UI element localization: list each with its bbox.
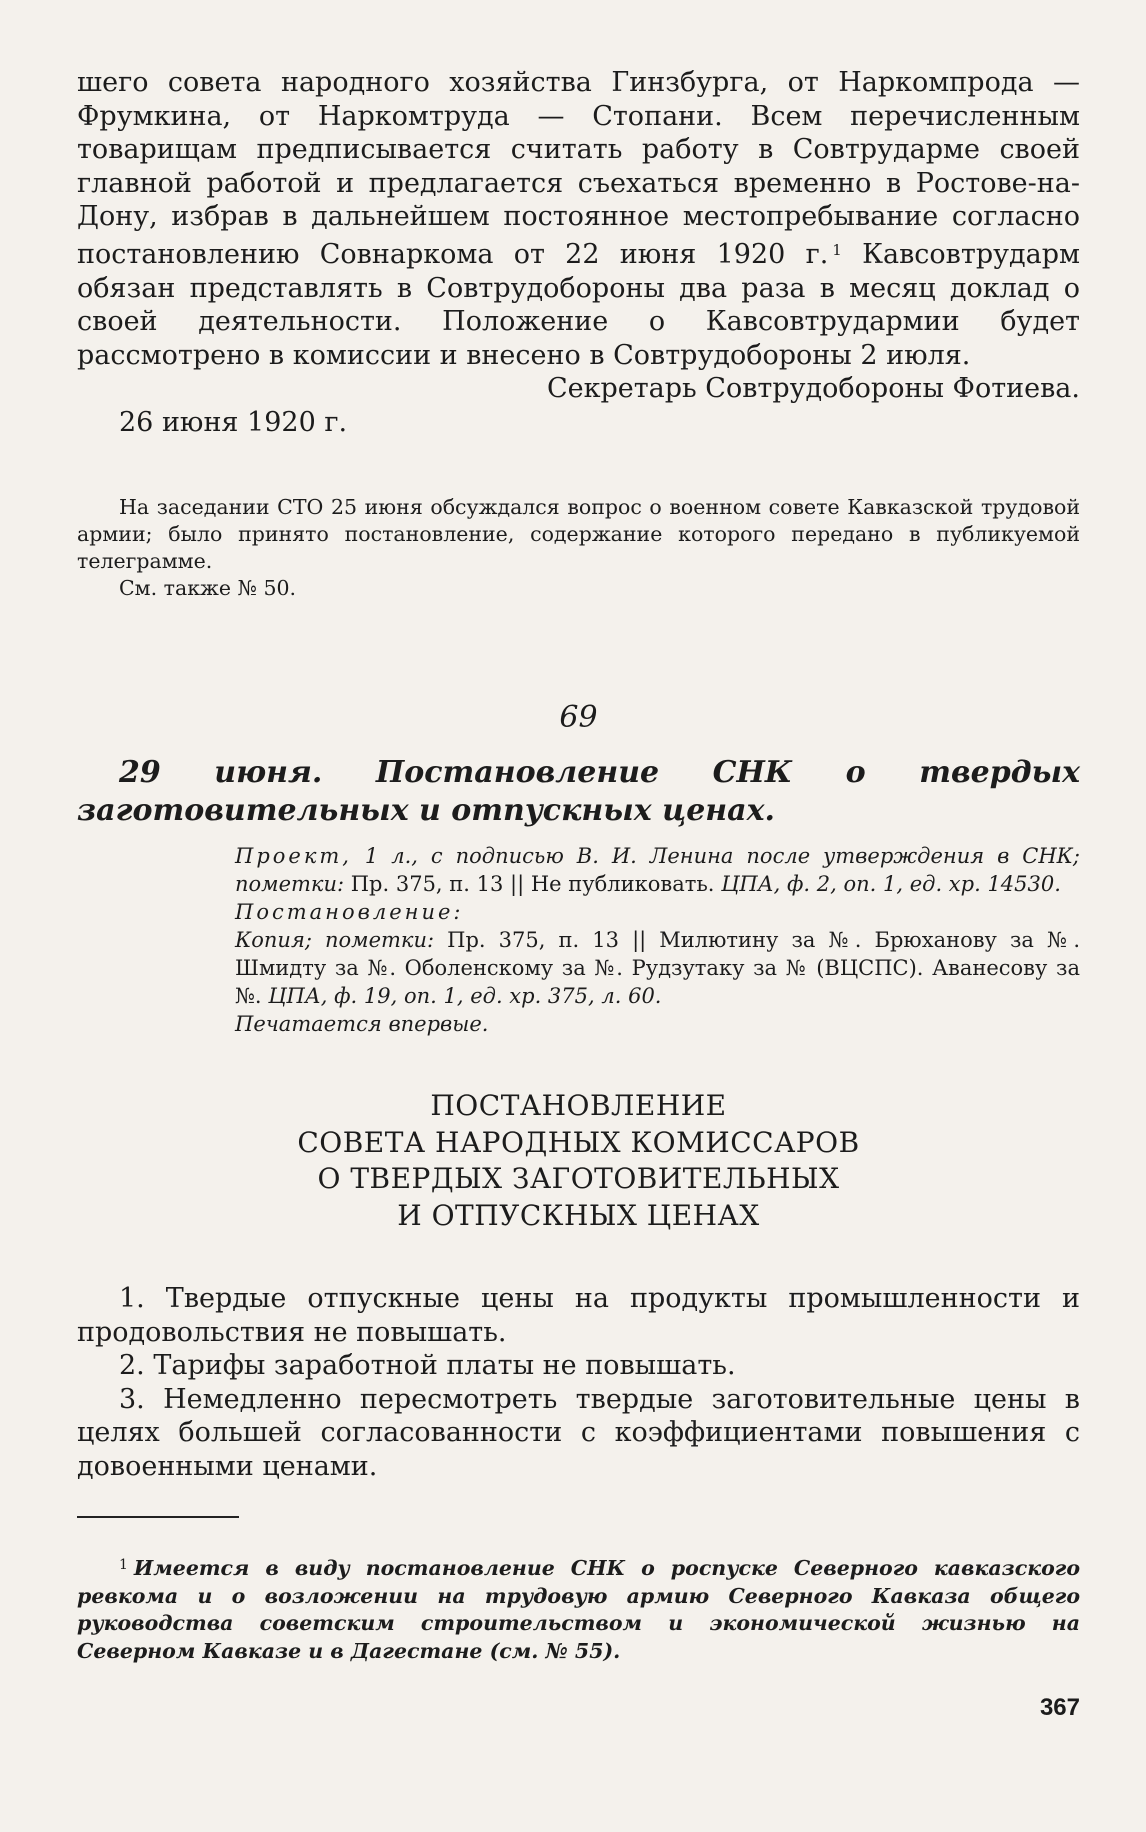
- document-title-date: 29 июня.: [119, 755, 323, 790]
- main-text-block: [77, 66, 1080, 440]
- meta-draft-desc: 1 л., с подписью В. И. Ленина после утверждения в СНК; пометки:: [235, 844, 1080, 896]
- signature-line: Секретарь Совтрудобороны Фотиева.: [546, 373, 1080, 405]
- heading-line: ПОСТАНОВЛЕНИЕ: [430, 1089, 727, 1122]
- archival-metadata: [235, 842, 1080, 1038]
- meta-copy-archive: ЦПА, ф. 19, оп. 1, ед. хр. 375, л. 60.: [261, 984, 662, 1008]
- resolution-item: 1. Твердые отпускные цены на продукты промышленности и продовольствия не повышать.: [77, 1283, 1080, 1348]
- see-also: См. также № 50.: [119, 576, 297, 600]
- meta-copy: [235, 926, 1080, 1010]
- meta-copy-marks: Пр. 375, п. 13 || Милютину за №. Брюханову за №. Шмидту за №. Оболенскому за №. Рудзутаку за № (ВЦСПС). Аванесову за №.: [235, 928, 1080, 1008]
- meta-draft: [235, 842, 1080, 898]
- document-title: [77, 754, 1080, 830]
- paragraph-continuation: [77, 66, 1080, 372]
- heading-line: О ТВЕРДЫХ ЗАГОТОВИТЕЛЬНЫХ: [317, 1162, 840, 1195]
- editorial-note: [77, 494, 1080, 602]
- heading-line: И ОТПУСКНЫХ ЦЕНАХ: [397, 1198, 760, 1232]
- footnote: [77, 1552, 1080, 1665]
- footnote-text: [77, 1552, 1080, 1665]
- footnote-body: Имеется в виду постановление СНК о роспуске Северного кавказского ревкома и о возложении на трудовую армию Северного Кавказа общего руководства советским строительством и экономической жизнью на Северном Кавказе и в Дагестане (см. № 55).: [77, 1556, 1080, 1663]
- page-number: 367: [1039, 1694, 1080, 1721]
- meta-resolution-label: Постановление:: [235, 900, 464, 924]
- resolution-item: 2. Тарифы заработной платы не повышать.: [119, 1350, 736, 1382]
- paragraph-text-end: Кавсовтрударм обязан представлять в Совтрудобороны два раза в месяц доклад о своей деятельности. Положение о Кавсовтрудармии будет рассмотрено в комиссии и внесено в Совтрудобороны 2 июля.: [77, 238, 1080, 371]
- footnote-ref-mark: 1: [832, 240, 842, 259]
- footnote-separator: [77, 1516, 239, 1518]
- heading-line: СОВЕТА НАРОДНЫХ КОМИССАРОВ: [297, 1125, 860, 1159]
- meta-draft-marks: Пр. 375, п. 13 || Не публиковать.: [344, 872, 715, 896]
- resolution-items: [77, 1282, 1080, 1484]
- resolution-heading: [77, 1088, 1080, 1234]
- document-number: 69: [559, 700, 598, 735]
- meta-first-print: Печатается впервые.: [235, 1012, 489, 1036]
- date-line: 26 июня 1920 г.: [119, 406, 348, 438]
- footnote-mark: 1: [119, 1557, 128, 1573]
- document-title-text: Постановление СНК о твердых заготовительных и отпускных ценах.: [77, 755, 1080, 828]
- paragraph-text: шего совета народного хозяйства Гинзбурга, от Наркомпрода — Фрумкина, от Наркомтруда — Стопани. Всем перечисленным товарищам предписывается считать работу в Совтрударме своей главной работой и предлагается съехаться временно в Ростове-на-Дону, избрав в дальнейшем постоянное местопребывание согласно постановлению Совнаркома от 22 июня 1920 г.: [77, 67, 1080, 270]
- note-text: На заседании СТО 25 июня обсуждался вопрос о военном совете Кавказской трудовой армии; было принято постановление, содержание которого передано в публикуемой телеграмме.: [77, 495, 1080, 573]
- resolution-item: 3. Немедленно пересмотреть твердые заготовительные цены в целях большей согласованности с коэффициентами повышения с довоенными ценами.: [77, 1383, 1080, 1482]
- meta-draft-label: Проект,: [235, 844, 352, 868]
- meta-copy-label: Копия; пометки:: [235, 928, 435, 952]
- meta-draft-archive: ЦПА, ф. 2, оп. 1, ед. хр. 14530.: [714, 872, 1061, 896]
